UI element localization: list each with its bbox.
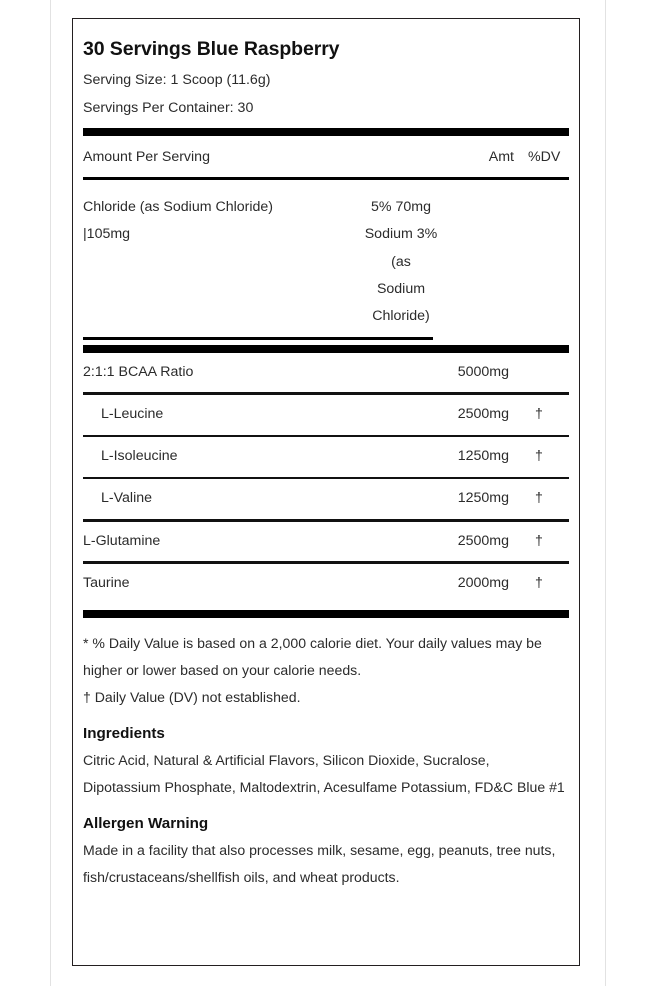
chloride-value-line-1: 5% 70mg	[371, 199, 431, 216]
product-title: 30 Servings Blue Raspberry	[83, 38, 340, 60]
nutrient-dv: †	[535, 490, 543, 507]
chloride-row	[83, 180, 569, 336]
allergen-warning-heading: Allergen Warning	[83, 815, 209, 833]
nutrient-amount: 1250mg	[457, 490, 509, 507]
nutrient-amount: 2500mg	[457, 532, 509, 549]
nutrient-amount: 2000mg	[457, 574, 509, 591]
ingredients-body: Citric Acid, Natural & Artificial Flavors, Silicon Dioxide, Sucralose, Dipotassium Phosphate, Maltodextrin, Acesulfame Potassium, FD&C Blue #1	[83, 751, 565, 796]
nutrient-dv: †	[535, 574, 543, 591]
chloride-value-cell	[351, 194, 451, 330]
nutrient-dv: †	[535, 448, 543, 465]
nutrient-row-l-glutamine	[83, 522, 569, 562]
chloride-value-line-2: Sodium 3%	[364, 226, 438, 243]
nutrient-row-taurine	[83, 564, 569, 604]
chloride-value-line-3: (as	[391, 253, 411, 270]
chloride-name-cell	[83, 194, 351, 330]
serving-size-line: Serving Size: 1 Scoop (11.6g)	[83, 72, 271, 89]
daily-value-footnote: * % Daily Value is based on a 2,000 calorie diet. Your daily values may be higher or lower based on your calorie needs.	[83, 634, 542, 678]
nutrient-name: L-Leucine	[101, 405, 164, 422]
footer-divider-bar	[83, 610, 569, 618]
nutrient-row-l-leucine	[83, 395, 569, 435]
nutrient-amount: 2500mg	[457, 405, 509, 422]
table-header-row	[83, 136, 569, 177]
allergen-warning-body: Made in a facility that also processes milk, sesame, egg, peanuts, tree nuts, fish/crustaceans/shellfish oils, and wheat products.	[83, 841, 556, 886]
ingredients-heading: Ingredients	[83, 725, 165, 743]
chloride-value-line-4: Sodium	[376, 280, 426, 297]
amount-per-serving-label: Amount Per Serving	[83, 149, 210, 166]
dagger-footnote: † Daily Value (DV) not established.	[83, 688, 301, 705]
nutrient-dv: †	[535, 532, 543, 549]
nutrient-amount: 1250mg	[457, 448, 509, 465]
nutrient-name: L-Valine	[101, 490, 152, 507]
dv-column-header: %DV	[528, 149, 561, 166]
nutrient-amount: 5000mg	[457, 363, 509, 380]
servings-per-container-line: Servings Per Container: 30	[83, 100, 254, 117]
nutrient-name: Taurine	[83, 574, 130, 591]
supplement-facts-panel	[72, 18, 580, 966]
chloride-name-line-2: |105mg	[83, 226, 131, 243]
page-canvas	[51, 0, 605, 986]
footnotes-block	[83, 618, 569, 712]
nutrient-row-l-valine	[83, 479, 569, 519]
blend-divider-bar	[83, 345, 569, 353]
header-divider-bar	[83, 128, 569, 136]
nutrient-name: L-Isoleucine	[101, 448, 178, 465]
supplement-facts-inner	[83, 37, 569, 891]
nutrient-dv: †	[535, 405, 543, 422]
nutrient-row-l-isoleucine	[83, 437, 569, 477]
nutrient-name: 2:1:1 BCAA Ratio	[83, 363, 194, 380]
chloride-name-line-1: Chloride (as Sodium Chloride)	[83, 199, 274, 216]
chloride-section-rule	[83, 337, 433, 340]
chloride-value-line-5: Chloride)	[372, 308, 430, 325]
amt-column-header: Amt	[488, 149, 514, 166]
page-right-rule	[605, 0, 606, 986]
nutrient-name: L-Glutamine	[83, 532, 161, 549]
nutrient-row-bcaa-ratio	[83, 353, 569, 393]
